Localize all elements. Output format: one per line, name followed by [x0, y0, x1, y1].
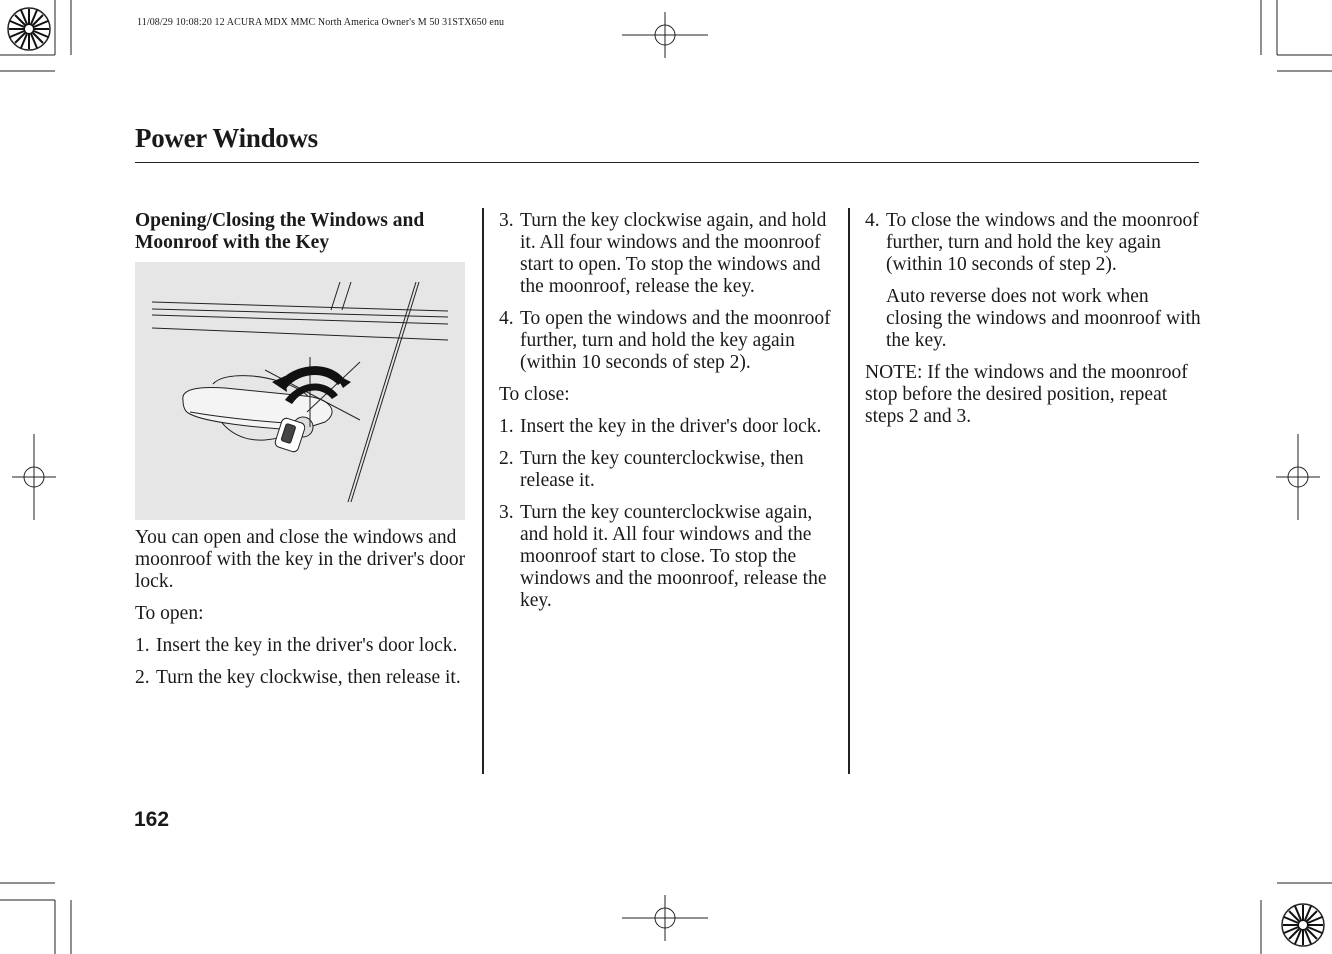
- step-text: Insert the key in the driver's door lock.: [520, 416, 822, 437]
- step-text: Turn the key counterclockwise again, and hold it. All four windows and the moonroof start to close. To stop the windows and the moonroof, release the key.: [520, 502, 827, 611]
- step-text: To open the windows and the moonroof further, turn and hold the key again (within 10 seconds of step 2).: [520, 308, 831, 373]
- to-open-label: To open:: [135, 603, 204, 624]
- step-number: 4.: [499, 308, 514, 329]
- list-item: [499, 210, 844, 298]
- step-text: Turn the key clockwise, then release it.: [156, 667, 461, 688]
- page-title: Power Windows: [135, 123, 318, 153]
- step-number: 1.: [499, 416, 514, 437]
- list-item: [499, 448, 844, 492]
- registration-mark-icon: [1282, 904, 1324, 946]
- step-number: 3.: [499, 210, 514, 231]
- step-number: 2.: [499, 448, 514, 469]
- page-number: 162: [134, 808, 170, 831]
- column-1: [135, 210, 470, 699]
- step-number: 4.: [865, 210, 880, 231]
- auto-reverse-note: Auto reverse does not work when closing the windows and moonroof with the key.: [886, 286, 1201, 351]
- list-item: [499, 416, 844, 438]
- column-divider: [482, 208, 484, 774]
- step-number: 2.: [135, 667, 150, 688]
- note-text: NOTE: If the windows and the moonroof stop before the desired position, repeat steps 2 and 3.: [865, 362, 1188, 427]
- title-divider: [135, 162, 1199, 163]
- list-item: [135, 667, 470, 689]
- to-close-label: To close:: [499, 384, 570, 405]
- print-header: 11/08/29 10:08:20 12 ACURA MDX MMC North America Owner's M 50 31STX650 enu: [137, 17, 505, 28]
- column-2: [499, 210, 844, 622]
- step-number: 1.: [135, 635, 150, 656]
- step-text: Insert the key in the driver's door lock.: [156, 635, 458, 656]
- column-divider: [848, 208, 850, 774]
- step-text: To close the windows and the moonroof further, turn and hold the key again (within 10 seconds of step 2).: [886, 210, 1199, 275]
- door-handle-key-illustration: [135, 262, 465, 520]
- list-item: [865, 210, 1205, 276]
- registration-mark-icon: [8, 8, 50, 50]
- list-item: [499, 308, 844, 374]
- step-number: 3.: [499, 502, 514, 523]
- step-text: Turn the key clockwise again, and hold it. All four windows and the moonroof start to open. To stop the windows and the moonroof, release the key.: [520, 210, 827, 297]
- intro-text: You can open and close the windows and moonroof with the key in the driver's door lock.: [135, 527, 466, 592]
- section-heading: Opening/Closing the Windows and Moonroof with the Key: [135, 210, 425, 253]
- column-3: [865, 210, 1205, 438]
- list-item: [499, 502, 844, 612]
- step-text: Turn the key counterclockwise, then release it.: [520, 448, 804, 491]
- list-item: [135, 635, 470, 657]
